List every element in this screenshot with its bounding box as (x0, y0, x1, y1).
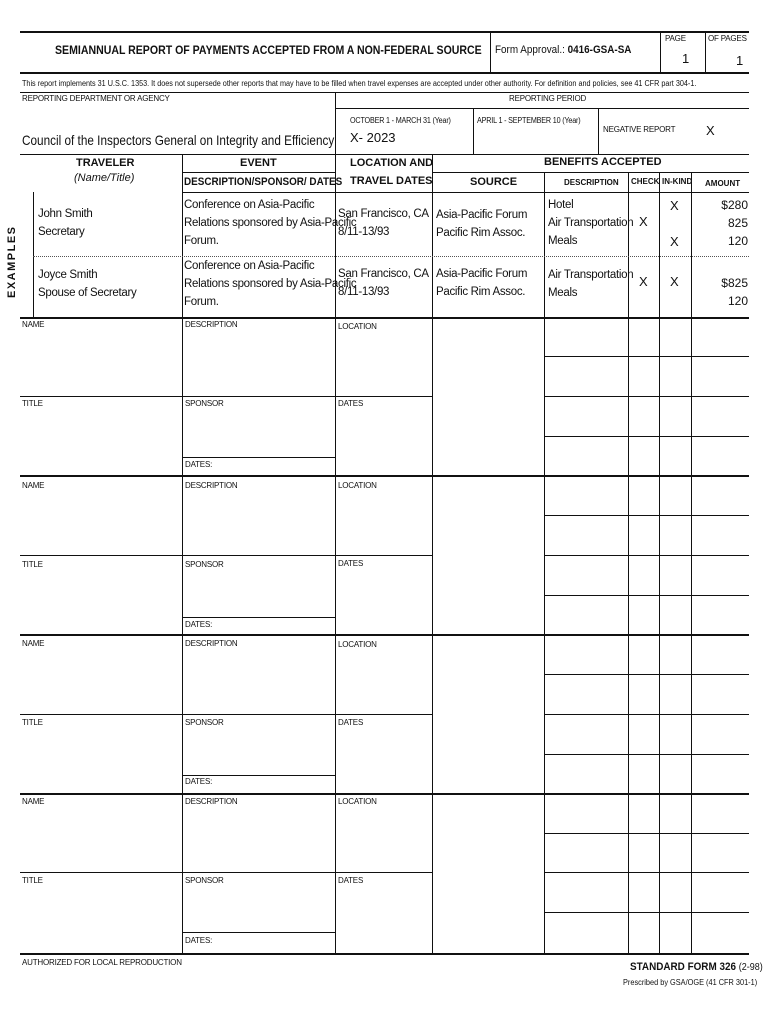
event-dates-field[interactable]: DATES: (185, 936, 213, 945)
example-benefit: Meals (548, 235, 578, 247)
example-benefit: Air Transportation (548, 217, 634, 229)
examples-label: EXAMPLES (6, 225, 18, 298)
example-row (38, 205, 93, 241)
example-amount: $280 (721, 198, 748, 212)
footer-form-number: STANDARD FORM 326 (2-98) (630, 961, 763, 973)
period-label: REPORTING PERIOD (509, 94, 587, 103)
period1-value: X- 2023 (350, 130, 396, 145)
example-location (338, 205, 429, 241)
footer-prescribed: Prescribed by GSA/OGE (41 CFR 301-1) (623, 978, 758, 987)
traveler-title-field[interactable]: TITLE (22, 718, 43, 727)
example-amount: 120 (727, 294, 748, 308)
footer-reproduction: AUTHORIZED FOR LOCAL REPRODUCTION (22, 958, 182, 967)
header-event: EVENT (240, 157, 277, 169)
example-benefits (548, 266, 633, 302)
dept-label: REPORTING DEPARTMENT OR AGENCY (22, 94, 170, 103)
example-source-line: Asia-Pacific Forum (436, 268, 528, 280)
example-event (184, 257, 356, 311)
traveler-name-field[interactable]: NAME (22, 481, 45, 490)
example-location (338, 265, 429, 301)
traveler-title-field[interactable]: TITLE (22, 876, 43, 885)
traveler-title-field[interactable]: TITLE (22, 560, 43, 569)
example-traveler-name: John Smith (38, 208, 93, 220)
example-location-text: San Francisco, CA (338, 268, 429, 280)
event-description-field[interactable]: DESCRIPTION (185, 797, 238, 806)
example-check-mark: X (639, 274, 648, 289)
example-row (38, 266, 137, 302)
event-sponsor-field[interactable]: SPONSOR (185, 399, 224, 408)
example-amounts (700, 196, 748, 250)
event-description-field[interactable]: DESCRIPTION (185, 639, 238, 648)
header-amount: AMOUNT (705, 179, 741, 188)
form-notice: This report implements 31 U.S.C. 1353. It does not supersede other reports that may have to be filled when travel expenses are accepted under other authority. For definition and policies, see 41 CFR part 304-1. (22, 79, 697, 88)
header-traveler: TRAVELER (76, 157, 135, 169)
example-source-line: Asia-Pacific Forum (436, 209, 528, 221)
example-travel-dates: 8/11-13/93 (338, 226, 390, 238)
event-sponsor-field[interactable]: SPONSOR (185, 560, 224, 569)
event-dates-field[interactable]: DATES: (185, 620, 213, 629)
page-value: 1 (682, 51, 690, 66)
period2-label: APRIL 1 - SEPTEMBER 10 (Year) (477, 116, 581, 125)
example-event-line: Conference on Asia-Pacific (184, 260, 315, 272)
of-pages-label: OF PAGES (708, 34, 747, 43)
example-event-line: Forum. (184, 296, 219, 308)
example-inkind-mark: X (670, 274, 679, 289)
travel-dates-field[interactable]: DATES (338, 876, 364, 885)
travel-dates-field[interactable]: DATES (338, 718, 364, 727)
traveler-title-field[interactable]: TITLE (22, 399, 43, 408)
example-event-line: Relations sponsored by Asia-Pacific (184, 217, 357, 229)
example-amount: $825 (721, 276, 748, 290)
example-benefit: Air Transportation (548, 269, 634, 281)
example-event-line: Relations sponsored by Asia-Pacific (184, 278, 357, 290)
negative-report-label: NEGATIVE REPORT (603, 125, 676, 134)
example-traveler-name: Joyce Smith (38, 269, 98, 281)
example-traveler-title: Spouse of Secretary (38, 287, 137, 299)
traveler-name-field[interactable]: NAME (22, 797, 45, 806)
header-location-sub: TRAVEL DATES (350, 175, 433, 187)
event-sponsor-field[interactable]: SPONSOR (185, 718, 224, 727)
example-travel-dates: 8/11-13/93 (338, 286, 390, 298)
header-location: LOCATION AND (350, 157, 434, 169)
event-description-field[interactable]: DESCRIPTION (185, 481, 238, 490)
event-dates-field[interactable]: DATES: (185, 777, 213, 786)
traveler-name-field[interactable]: NAME (22, 320, 45, 329)
location-field[interactable]: LOCATION (338, 322, 377, 331)
example-amounts (700, 274, 748, 310)
header-check: CHECK (631, 177, 660, 186)
of-pages-value: 1 (736, 53, 744, 68)
example-amount: 120 (727, 234, 748, 248)
travel-dates-field[interactable]: DATES (338, 399, 364, 408)
example-source (436, 265, 527, 301)
location-field[interactable]: LOCATION (338, 481, 377, 490)
location-field[interactable]: LOCATION (338, 640, 377, 649)
event-description-field[interactable]: DESCRIPTION (185, 320, 238, 329)
example-event-line: Forum. (184, 235, 219, 247)
example-event-line: Conference on Asia-Pacific (184, 199, 315, 211)
location-field[interactable]: LOCATION (338, 797, 377, 806)
example-source-line: Pacific Rim Assoc. (436, 286, 526, 298)
header-source: SOURCE (470, 176, 518, 188)
travel-dates-field[interactable]: DATES (338, 559, 364, 568)
period1-label: OCTOBER 1 - MARCH 31 (Year) (350, 116, 451, 125)
example-benefits (548, 196, 633, 250)
event-dates-field[interactable]: DATES: (185, 460, 213, 469)
header-benefits: BENEFITS ACCEPTED (544, 156, 662, 168)
dept-value: Council of the Inspectors General on Integrity and Efficiency (22, 132, 335, 148)
event-sponsor-field[interactable]: SPONSOR (185, 876, 224, 885)
example-source-line: Pacific Rim Assoc. (436, 227, 526, 239)
example-traveler-title: Secretary (38, 226, 85, 238)
traveler-name-field[interactable]: NAME (22, 639, 45, 648)
example-benefit: Meals (548, 287, 578, 299)
negative-report-value: X (706, 123, 715, 138)
example-amount: 825 (727, 216, 748, 230)
example-event (184, 196, 356, 250)
example-inkind-mark: X (670, 198, 679, 213)
page-label: PAGE (665, 34, 686, 43)
header-inkind: IN-KIND (662, 177, 693, 186)
example-location-text: San Francisco, CA (338, 208, 429, 220)
example-check-mark: X (639, 214, 648, 229)
header-event-sub: DESCRIPTION/SPONSOR/ DATES (184, 176, 343, 188)
form-approval: Form Approval.: 0416-GSA-SA (495, 44, 632, 56)
header-description: DESCRIPTION (564, 178, 619, 187)
header-traveler-sub: (Name/Title) (74, 172, 135, 184)
example-benefit: Hotel (548, 199, 574, 211)
example-inkind-mark: X (670, 234, 679, 249)
form-title: SEMIANNUAL REPORT OF PAYMENTS ACCEPTED FROM A NON-FEDERAL SOURCE (55, 43, 482, 57)
example-source (436, 206, 527, 242)
